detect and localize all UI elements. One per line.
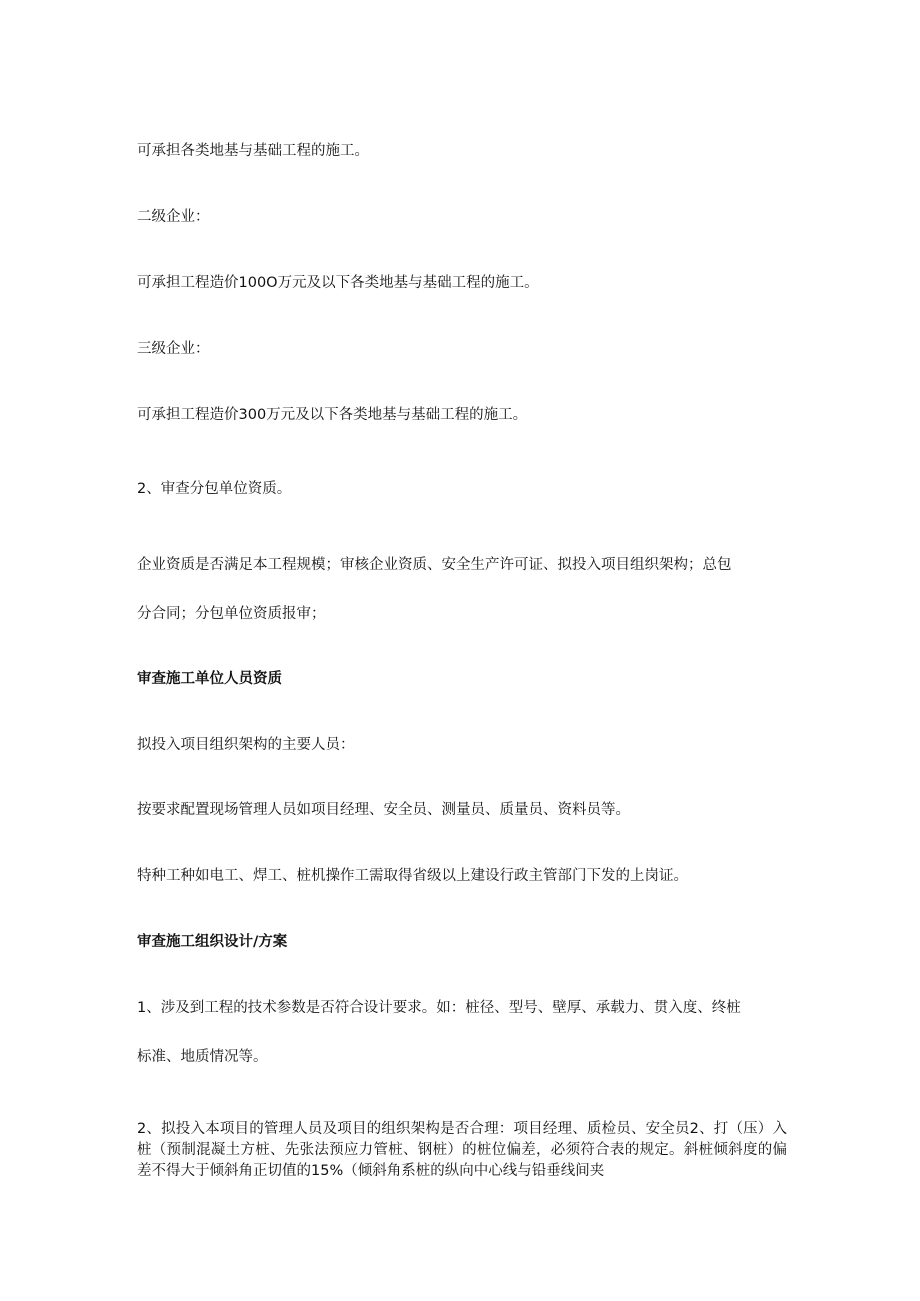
text-line-grade-two-scope: 可承担工程造价100O万元及以下各类地基与基础工程的施工。 bbox=[137, 275, 539, 291]
text-line-grade-three-scope: 可承担工程造价300万元及以下各类地基与基础工程的施工。 bbox=[137, 407, 528, 423]
text-line-main-personnel: 拟投入项目组织架构的主要人员： bbox=[137, 737, 355, 753]
text-line-technical-params-1: 1、涉及到工程的技术参数是否符合设计要求。如：桩径、型号、壁厚、承载力、贯入度、终桩 bbox=[137, 1000, 741, 1016]
text-line-qualification-check-1: 企业资质是否满足本工程规模；审核企业资质、安全生产许可证、拟投入项目组织架构；总包 bbox=[137, 557, 732, 573]
text-line-site-managers: 按要求配置现场管理人员如项目经理、安全员、测量员、质量员、资料员等。 bbox=[137, 802, 630, 818]
section-heading-personnel: 审查施工单位人员资质 bbox=[137, 671, 282, 687]
text-line-grade-two-heading: 二级企业： bbox=[137, 209, 210, 225]
section-heading-construction-plan: 审查施工组织设计/方案 bbox=[137, 934, 288, 950]
text-line-subcontractor-review: 2、审查分包单位资质。 bbox=[137, 481, 292, 497]
text-line-grade-one-scope: 可承担各类地基与基础工程的施工。 bbox=[137, 143, 369, 159]
text-line-grade-three-heading: 三级企业： bbox=[137, 341, 210, 357]
text-paragraph-pile-deviation: 2、拟投入本项目的管理人员及项目的组织架构是否合理：项目经理、质检员、安全员2、打（压）入桩（预制混凝土方桩、先张法预应力管桩、钢桩）的桩位偏差，必须符合表的规定。斜桩倾斜度的偏差不得大于倾斜角正切值的15%（倾斜角系桩的纵向中心线与铅垂线间夹 bbox=[137, 1121, 787, 1179]
text-line-qualification-check-2: 分合同；分包单位资质报审； bbox=[137, 606, 326, 622]
text-line-technical-params-2: 标准、地质情况等。 bbox=[137, 1049, 268, 1065]
text-line-special-workers: 特种工种如电工、焊工、桩机操作工需取得省级以上建设行政主管部门下发的上岗证。 bbox=[137, 868, 688, 884]
